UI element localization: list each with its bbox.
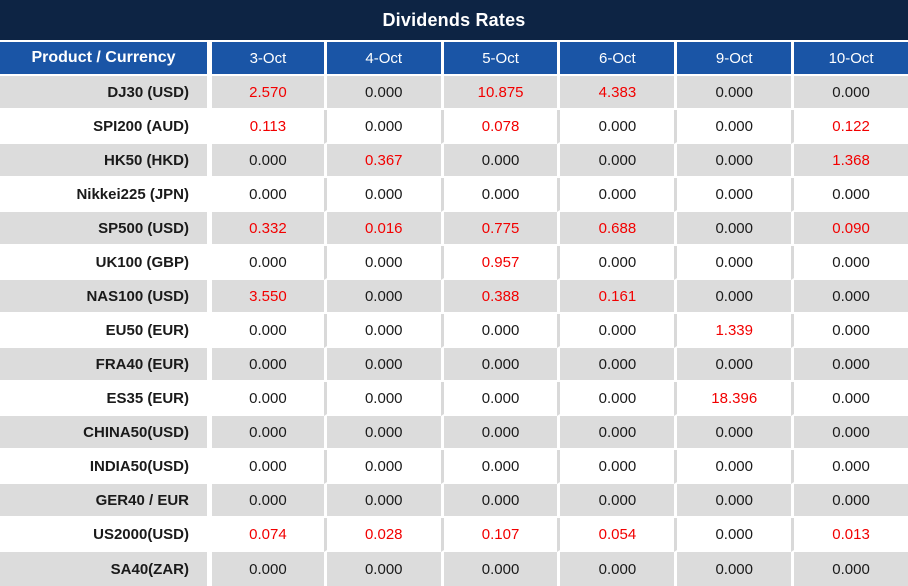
value-cell: 0.000 xyxy=(674,348,791,382)
value-cell: 1.368 xyxy=(791,144,908,178)
product-cell: SP500 (USD) xyxy=(0,212,207,246)
value-cell: 0.000 xyxy=(674,110,791,144)
product-cell: CHINA50(USD) xyxy=(0,416,207,450)
value-cell: 0.000 xyxy=(324,110,441,144)
value-cell: 0.000 xyxy=(557,450,674,484)
value-cell: 0.000 xyxy=(557,110,674,144)
value-cell: 0.000 xyxy=(324,178,441,212)
value-cell: 0.000 xyxy=(324,416,441,450)
table-header-row xyxy=(0,42,908,76)
value-cell: 0.000 xyxy=(557,144,674,178)
value-cell: 0.000 xyxy=(441,416,558,450)
column-header-4-oct: 4-Oct xyxy=(324,42,441,76)
product-cell: HK50 (HKD) xyxy=(0,144,207,178)
column-header-3-oct: 3-Oct xyxy=(207,42,324,76)
value-cell: 0.000 xyxy=(791,280,908,314)
value-cell: 0.000 xyxy=(557,484,674,518)
value-cell: 0.074 xyxy=(207,518,324,552)
value-cell: 0.000 xyxy=(674,212,791,246)
value-cell: 0.000 xyxy=(674,280,791,314)
column-header-6-oct: 6-Oct xyxy=(557,42,674,76)
product-cell: SA40(ZAR) xyxy=(0,552,207,586)
value-cell: 0.000 xyxy=(207,552,324,586)
product-cell: FRA40 (EUR) xyxy=(0,348,207,382)
value-cell: 0.161 xyxy=(557,280,674,314)
value-cell: 0.000 xyxy=(324,280,441,314)
value-cell: 0.775 xyxy=(441,212,558,246)
value-cell: 0.078 xyxy=(441,110,558,144)
value-cell: 0.367 xyxy=(324,144,441,178)
value-cell: 0.000 xyxy=(791,178,908,212)
table-row xyxy=(0,552,908,586)
value-cell: 0.000 xyxy=(674,144,791,178)
value-cell: 0.000 xyxy=(441,314,558,348)
value-cell: 0.000 xyxy=(441,382,558,416)
value-cell: 0.000 xyxy=(674,76,791,110)
table-row xyxy=(0,518,908,552)
value-cell: 0.000 xyxy=(557,314,674,348)
value-cell: 0.000 xyxy=(324,246,441,280)
title-bar xyxy=(0,0,908,40)
table-row xyxy=(0,76,908,110)
value-cell: 0.000 xyxy=(674,178,791,212)
value-cell: 0.000 xyxy=(441,178,558,212)
value-cell: 3.550 xyxy=(207,280,324,314)
table-row xyxy=(0,246,908,280)
value-cell: 0.000 xyxy=(557,416,674,450)
value-cell: 2.570 xyxy=(207,76,324,110)
table-row xyxy=(0,484,908,518)
product-cell: ES35 (EUR) xyxy=(0,382,207,416)
value-cell: 0.113 xyxy=(207,110,324,144)
value-cell: 0.000 xyxy=(791,484,908,518)
value-cell: 0.000 xyxy=(441,348,558,382)
product-cell: INDIA50(USD) xyxy=(0,450,207,484)
value-cell: 0.000 xyxy=(441,552,558,586)
value-cell: 0.000 xyxy=(324,348,441,382)
table-row xyxy=(0,144,908,178)
value-cell: 0.000 xyxy=(791,348,908,382)
value-cell: 0.000 xyxy=(324,76,441,110)
value-cell: 0.000 xyxy=(674,552,791,586)
value-cell: 0.000 xyxy=(324,484,441,518)
table-row xyxy=(0,110,908,144)
value-cell: 0.000 xyxy=(441,484,558,518)
table-row xyxy=(0,212,908,246)
value-cell: 0.000 xyxy=(324,450,441,484)
column-header-9-oct: 9-Oct xyxy=(674,42,791,76)
column-header-5-oct: 5-Oct xyxy=(441,42,558,76)
value-cell: 0.000 xyxy=(791,382,908,416)
value-cell: 0.688 xyxy=(557,212,674,246)
value-cell: 0.000 xyxy=(207,382,324,416)
table-row xyxy=(0,178,908,212)
product-cell: US2000(USD) xyxy=(0,518,207,552)
table-row xyxy=(0,416,908,450)
value-cell: 0.016 xyxy=(324,212,441,246)
value-cell: 0.000 xyxy=(791,246,908,280)
value-cell: 0.000 xyxy=(791,552,908,586)
value-cell: 0.028 xyxy=(324,518,441,552)
value-cell: 4.383 xyxy=(557,76,674,110)
table-row xyxy=(0,314,908,348)
value-cell: 0.000 xyxy=(207,484,324,518)
value-cell: 0.000 xyxy=(557,382,674,416)
value-cell: 0.000 xyxy=(207,450,324,484)
value-cell: 0.000 xyxy=(674,246,791,280)
value-cell: 0.000 xyxy=(557,246,674,280)
value-cell: 0.000 xyxy=(324,382,441,416)
value-cell: 0.000 xyxy=(791,76,908,110)
value-cell: 0.000 xyxy=(207,144,324,178)
product-cell: NAS100 (USD) xyxy=(0,280,207,314)
value-cell: 10.875 xyxy=(441,76,558,110)
dividends-table xyxy=(0,42,908,586)
value-cell: 0.000 xyxy=(557,552,674,586)
value-cell: 0.000 xyxy=(324,314,441,348)
column-header-product-currency: Product / Currency xyxy=(0,42,207,76)
column-header-10-oct: 10-Oct xyxy=(791,42,908,76)
value-cell: 0.000 xyxy=(207,416,324,450)
value-cell: 0.000 xyxy=(557,348,674,382)
value-cell: 0.000 xyxy=(674,450,791,484)
product-cell: SPI200 (AUD) xyxy=(0,110,207,144)
value-cell: 0.000 xyxy=(791,314,908,348)
table-row xyxy=(0,382,908,416)
value-cell: 0.122 xyxy=(791,110,908,144)
value-cell: 0.000 xyxy=(791,416,908,450)
value-cell: 0.000 xyxy=(791,450,908,484)
value-cell: 0.090 xyxy=(791,212,908,246)
product-cell: GER40 / EUR xyxy=(0,484,207,518)
table-row xyxy=(0,280,908,314)
table-row xyxy=(0,348,908,382)
value-cell: 0.000 xyxy=(441,450,558,484)
product-cell: DJ30 (USD) xyxy=(0,76,207,110)
value-cell: 0.000 xyxy=(207,314,324,348)
value-cell: 1.339 xyxy=(674,314,791,348)
value-cell: 0.000 xyxy=(674,416,791,450)
value-cell: 0.000 xyxy=(674,518,791,552)
value-cell: 0.000 xyxy=(207,348,324,382)
value-cell: 0.000 xyxy=(324,552,441,586)
table-header xyxy=(0,42,908,76)
value-cell: 0.000 xyxy=(207,246,324,280)
value-cell: 0.000 xyxy=(674,484,791,518)
table-row xyxy=(0,450,908,484)
table-body xyxy=(0,76,908,586)
value-cell: 0.000 xyxy=(207,178,324,212)
value-cell: 18.396 xyxy=(674,382,791,416)
value-cell: 0.000 xyxy=(441,144,558,178)
value-cell: 0.000 xyxy=(557,178,674,212)
value-cell: 0.013 xyxy=(791,518,908,552)
value-cell: 0.332 xyxy=(207,212,324,246)
value-cell: 0.054 xyxy=(557,518,674,552)
value-cell: 0.388 xyxy=(441,280,558,314)
product-cell: Nikkei225 (JPN) xyxy=(0,178,207,212)
value-cell: 0.957 xyxy=(441,246,558,280)
page-title: Dividends Rates xyxy=(382,9,526,30)
value-cell: 0.107 xyxy=(441,518,558,552)
product-cell: UK100 (GBP) xyxy=(0,246,207,280)
product-cell: EU50 (EUR) xyxy=(0,314,207,348)
